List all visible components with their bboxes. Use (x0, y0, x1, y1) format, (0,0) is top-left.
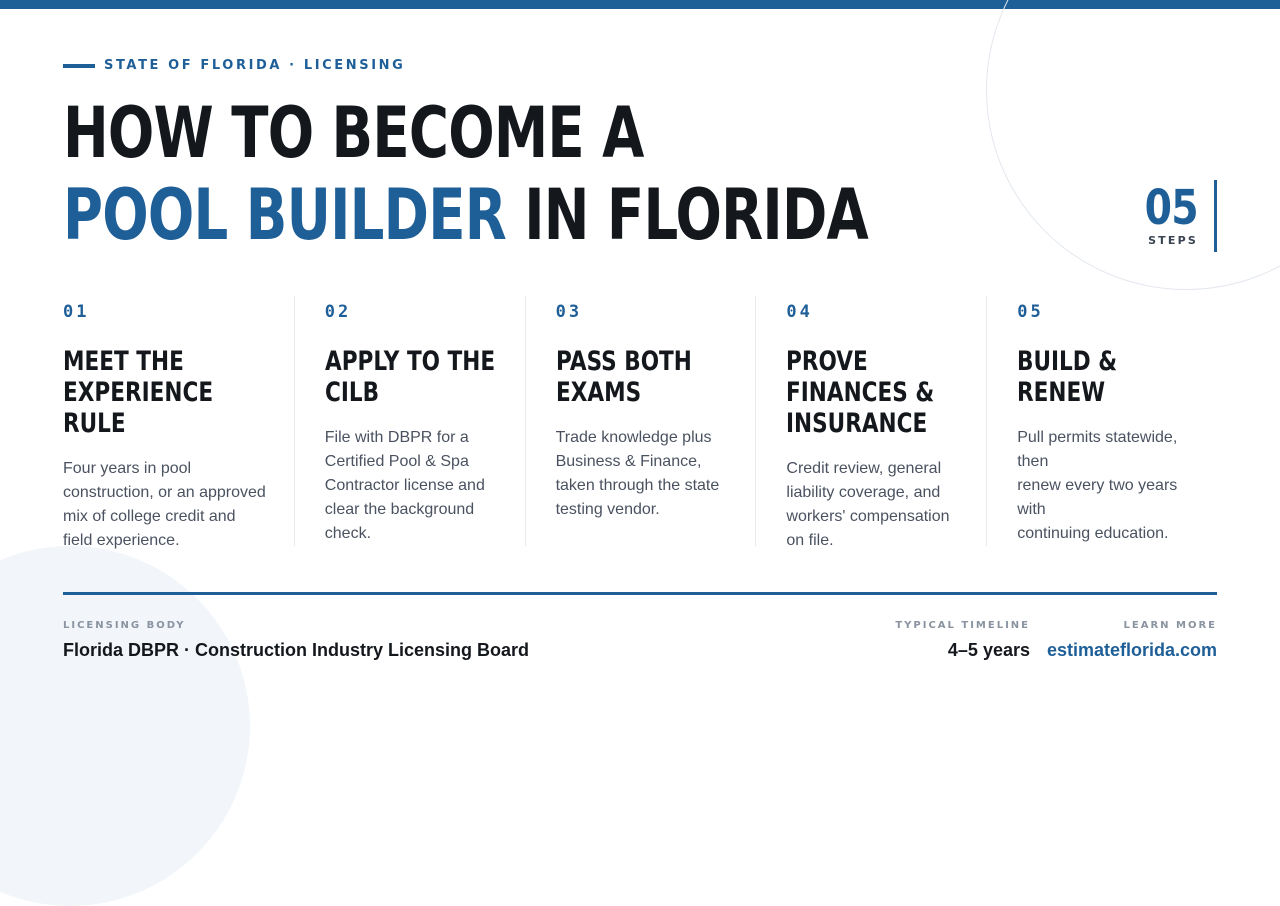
step-card-3 (525, 296, 756, 546)
step-title: PASS BOTH EXAMS (555, 346, 692, 408)
eyebrow-text: STATE OF FLORIDA · LICENSING (104, 58, 406, 73)
step-title: BUILD & RENEW (1017, 346, 1118, 408)
eyebrow-rule (63, 64, 95, 68)
step-description: Four years in pool construction, or an approved mix of college credit and field experience. (63, 460, 266, 549)
step-number: 01 (63, 302, 90, 322)
step-card-5 (986, 296, 1217, 546)
step-description: File with DBPR for a Certified Pool & Spa Contractor license and clear the background check. (324, 429, 485, 542)
learn-more-label: LEARN MORE (1123, 620, 1217, 631)
steps-count-badge (1133, 180, 1217, 252)
title-highlight: POOL BUILDER (63, 174, 507, 256)
steps-row (63, 296, 1217, 549)
step-title: MEET THE EXPERIENCE RULE (63, 346, 214, 439)
learn-more-link[interactable]: estimateflorida.com (1046, 640, 1217, 660)
step-number: 04 (786, 302, 813, 322)
timeline-label: TYPICAL TIMELINE (895, 620, 1030, 631)
licensing-body-label: LICENSING BODY (63, 620, 186, 631)
step-description: Credit review, general liability coverage, and workers' compensation on file. (786, 460, 950, 549)
step-title: PROVE FINANCES & INSURANCE (786, 346, 935, 439)
step-card-4 (755, 296, 986, 549)
step-number: 05 (1017, 302, 1044, 322)
timeline-value: 4–5 years (947, 640, 1030, 660)
title-line-1: HOW TO BECOME A (63, 92, 644, 174)
steps-count-number: 05 (1144, 180, 1198, 236)
footer-divider (63, 592, 1217, 595)
step-title: APPLY TO THE CILB (324, 346, 495, 408)
title-line-2-rest: IN FLORIDA (506, 174, 868, 256)
eyebrow (63, 58, 405, 73)
decorative-circle-fill (0, 546, 250, 906)
page-title (63, 92, 868, 256)
step-number: 02 (324, 302, 352, 322)
step-number: 03 (555, 302, 583, 322)
step-card-1 (63, 296, 294, 549)
steps-count-label: STEPS (1148, 234, 1198, 247)
step-card-2 (294, 296, 525, 546)
licensing-body-value: Florida DBPR · Construction Industry Licensing Board (63, 640, 530, 660)
step-description: Trade knowledge plus Business & Finance, taken through the state testing vendor. (555, 429, 720, 518)
step-description: Pull permits statewide, then renew every two years with continuing education. (1017, 429, 1178, 542)
